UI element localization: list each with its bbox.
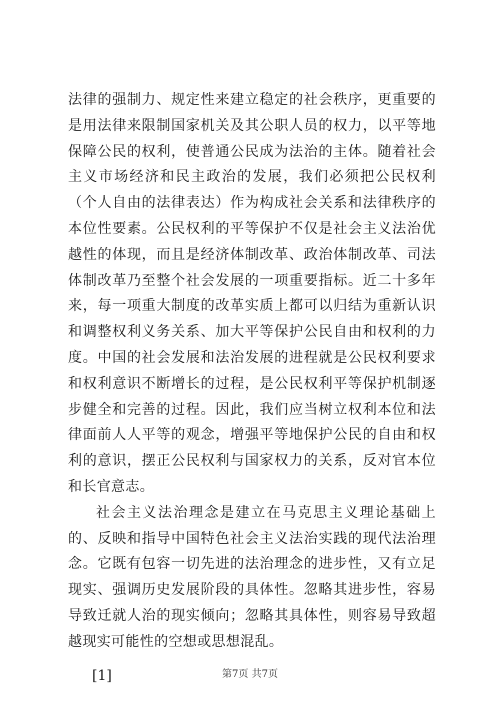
document-body bbox=[68, 88, 436, 688]
page-footer: 第7页 共7页 bbox=[222, 669, 278, 680]
reference-marker: [1] bbox=[92, 667, 112, 684]
body-paragraph-2: 社会主义法治理念是建立在马克思主义理论基础上的、反映和指导中国特色社会主义法治实践的现代法治理念。它既有包容一切先进的法治理念的进步性，又有立足现实、强调历史发展阶段的具体性。忽略其进步性，容易导致迁就人治的现实倾向；忽略其具体性，则容易导致超越现实可能性的空想或思想混乱。 bbox=[68, 504, 436, 650]
body-paragraph-1: 法律的强制力、规定性来建立稳定的社会秩序，更重要的是用法律来限制国家机关及其公职人员的权力，以平等地保障公民的权利，使普通公民成为法治的主体。随着社会主义市场经济和民主政治的发展，我们必须把公民权利（个人自由的法律表达）作为构成社会关系和法律秩序的本位性要素。公民权利的平等保护不仅是社会主义法治优越性的体现，而且是经济体制改革、政治体制改革、司法体制改革乃至整个社会发展的一项重要指标。近二十多年来，每一项重大制度的改革实质上都可以归结为重新认识和调整权利义务关系、加大平等保护公民自由和权利的力度。中国的社会发展和法治发展的进程就是公民权利要求和权利意识不断增长的过程，是公民权利平等保护机制逐步健全和完善的过程。因此，我们应当树立权利本位和法律面前人人平等的观念，增强平等地保护公民的自由和权利的意识，摆正公民权利与国家权力的关系，反对官本位和长官意志。 bbox=[68, 92, 436, 495]
